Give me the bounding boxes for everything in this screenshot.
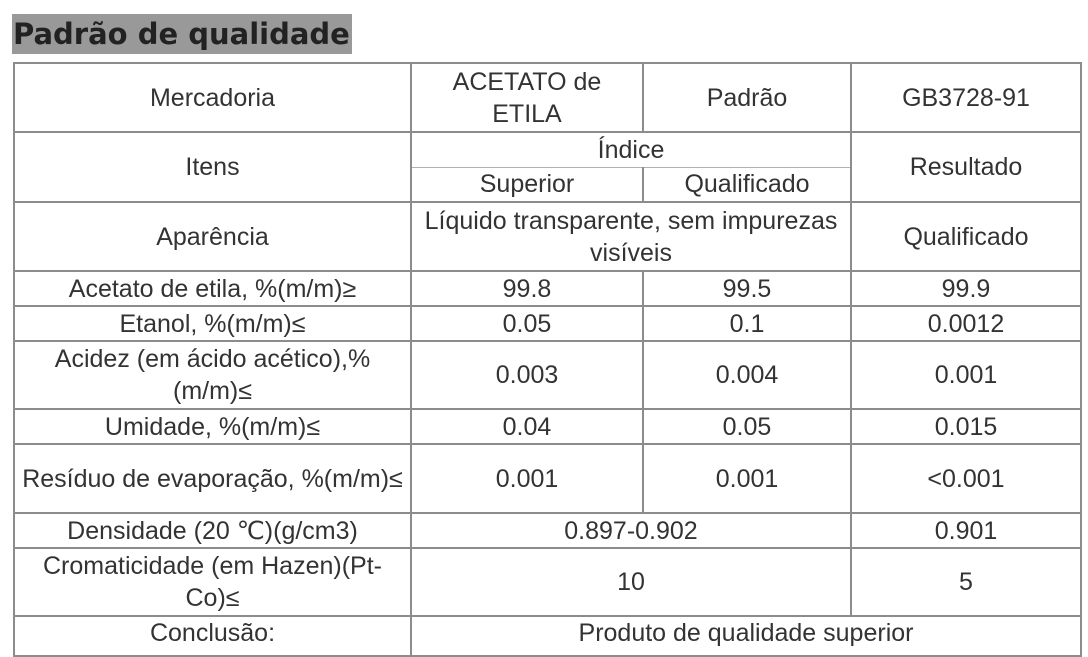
result-cell: 0.015 (851, 409, 1081, 444)
item-cell: Umidade, %(m/m)≤ (14, 409, 411, 444)
index-merged-cell: 10 (411, 548, 851, 616)
table-row (14, 63, 1081, 132)
qualified-value-cell: 99.5 (643, 271, 851, 306)
table-row (14, 444, 1081, 513)
item-cell: Aparência (14, 202, 411, 271)
table-row (14, 513, 1081, 548)
section-heading-wrap (12, 14, 352, 54)
item-cell: Etanol, %(m/m)≤ (14, 306, 411, 341)
superior-header-cell: Superior (411, 167, 643, 202)
qualified-value-cell: 0.05 (643, 409, 851, 444)
items-header-cell: Itens (14, 132, 411, 202)
table-row (14, 548, 1081, 616)
commodity-value-cell: ACETATO de ETILA (411, 63, 643, 132)
conclusion-label-cell: Conclusão: (14, 616, 411, 656)
superior-value-cell: 0.04 (411, 409, 643, 444)
item-cell: Acidez (em ácido acético),%(m/m)≤ (14, 341, 411, 409)
superior-value-cell: 99.8 (411, 271, 643, 306)
index-merged-cell: Líquido transparente, sem impurezas visíveis (411, 202, 851, 271)
item-cell: Densidade (20 ℃)(g/cm3) (14, 513, 411, 548)
result-cell: <0.001 (851, 444, 1081, 513)
superior-value-cell: 0.003 (411, 341, 643, 409)
item-cell: Acetato de etila, %(m/m)≥ (14, 271, 411, 306)
qualified-header-cell: Qualificado (643, 167, 851, 202)
table-row (14, 202, 1081, 271)
result-header-cell: Resultado (851, 132, 1081, 202)
qualified-value-cell: 0.001 (643, 444, 851, 513)
qualified-value-cell: 0.004 (643, 341, 851, 409)
result-cell: 0.001 (851, 341, 1081, 409)
result-cell: 99.9 (851, 271, 1081, 306)
result-cell: 5 (851, 548, 1081, 616)
table-row (14, 341, 1081, 409)
item-cell: Cromaticidade (em Hazen)(Pt-Co)≤ (14, 548, 411, 616)
table-row (14, 306, 1081, 341)
standard-value-cell: GB3728-91 (851, 63, 1081, 132)
superior-value-cell: 0.05 (411, 306, 643, 341)
quality-standard-table (13, 62, 1082, 657)
result-cell: Qualificado (851, 202, 1081, 271)
table-row (14, 271, 1081, 306)
commodity-label-cell: Mercadoria (14, 63, 411, 132)
result-cell: 0.0012 (851, 306, 1081, 341)
table-row (14, 616, 1081, 656)
result-cell: 0.901 (851, 513, 1081, 548)
item-cell: Resíduo de evaporação, %(m/m)≤ (14, 444, 411, 513)
table-row (14, 132, 1081, 167)
standard-label-cell: Padrão (643, 63, 851, 132)
index-header-cell: Índice (411, 132, 851, 167)
table-row (14, 409, 1081, 444)
qualified-value-cell: 0.1 (643, 306, 851, 341)
superior-value-cell: 0.001 (411, 444, 643, 513)
index-merged-cell: 0.897-0.902 (411, 513, 851, 548)
conclusion-value-cell: Produto de qualidade superior (411, 616, 1081, 656)
section-heading: Padrão de qualidade (12, 14, 352, 54)
